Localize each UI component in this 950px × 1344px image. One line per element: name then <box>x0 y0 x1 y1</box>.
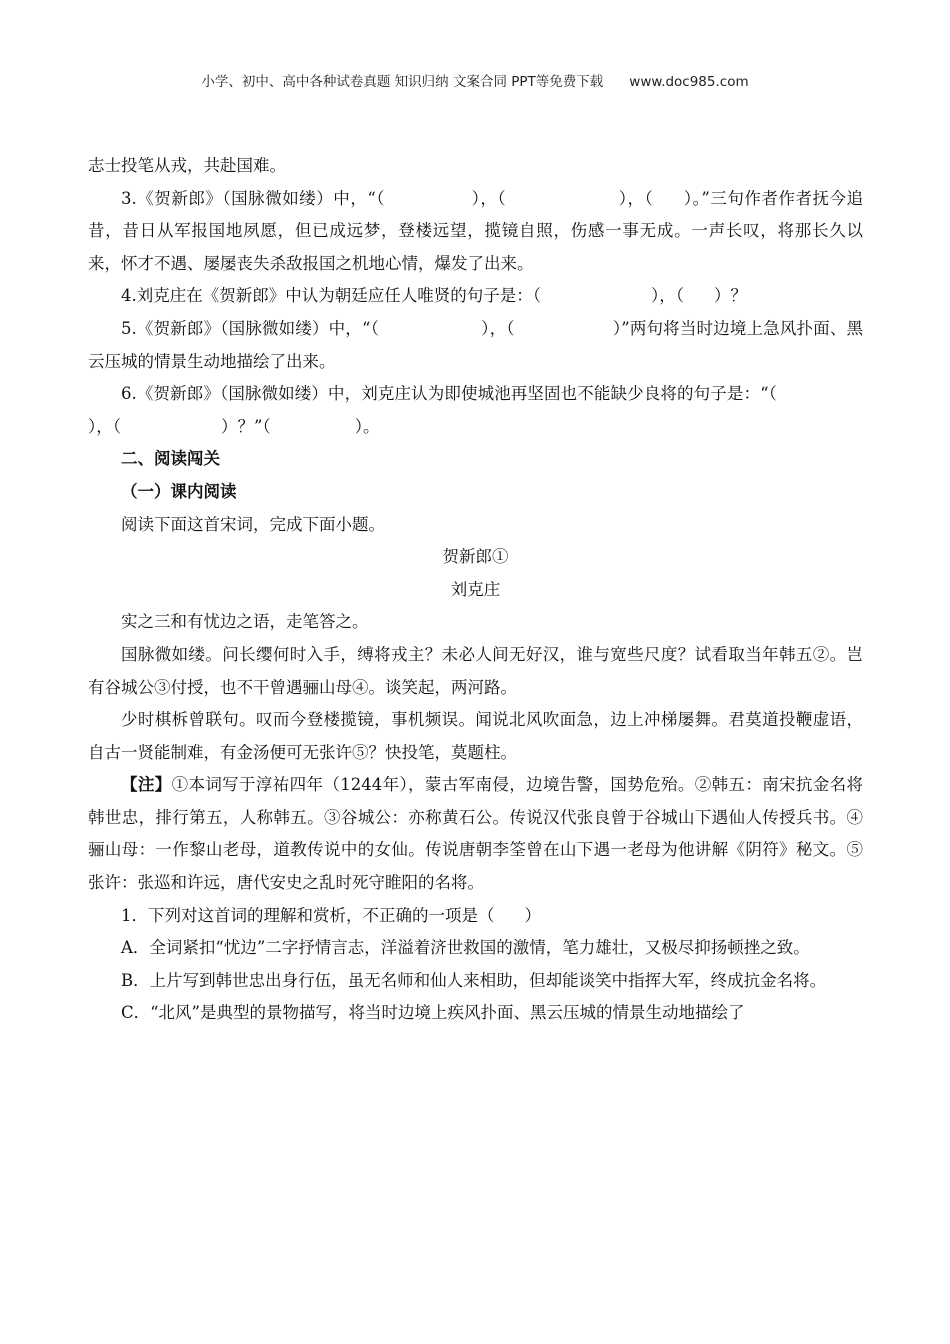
question-4: 4.刘克庄在《贺新郎》中认为朝廷应任人唯贤的句子是：（ ），（ ）？ <box>121 286 747 306</box>
question-5: 5.《贺新郎》（国脉微如缕）中，“（ ），（ ）”两句将当时边境上急风扑面、黑云压城的情景生动地描绘了出来。 <box>88 318 864 371</box>
poem-author: 刘克庄 <box>450 579 501 599</box>
header-title: 小学、初中、高中各种试卷真题 知识归纳 文案合同 PPT等免费下载 <box>201 74 604 90</box>
option-a[interactable]: A．全词紧扣“忧边”二字抒情言志，洋溢着济世救国的激情，笔力雄壮，又极尽抑扬顿挫之致。 <box>121 938 810 958</box>
notes-text: ①本词写于淳祐四年（1244年），蒙古军南侵，边境告警，国势危殆。②韩五：南宋抗金名将韩世忠，排行第五，人称韩五。③谷城公：亦称黄石公。传说汉代张良曾于谷城山下遇仙人传授兵书。④骊山母：一作黎山老母，道教传说中的女仙。传说唐朝李筌曾在山下遇一老母为他讲解《阴符》秘文。⑤张许：张巡和许远，唐代安史之乱时死守睢阳的名将。 <box>88 775 863 893</box>
poem-notes <box>88 769 863 899</box>
reading-intro: 阅读下面这首宋词，完成下面小题。 <box>121 514 385 534</box>
option-c[interactable]: C．“北风”是典型的景物描写，将当时边境上疾风扑面、黑云压城的情景生动地描绘了 <box>121 1003 745 1023</box>
notes-label: 【注】 <box>121 775 172 795</box>
document-body <box>88 150 863 1030</box>
page-header <box>0 70 950 90</box>
option-b[interactable]: B．上片写到韩世忠出身行伍，虽无名师和仙人来相助，但却能谈笑中指挥大军，终成抗金名将。 <box>121 970 827 990</box>
question-6: 6.《贺新郎》（国脉微如缕）中，刘克庄认为即使城池再坚固也不能缺少良将的句子是：“（），（ ）？”（ ）。 <box>88 384 777 436</box>
question-1-stem: 1．下列对这首词的理解和赏析，不正确的一项是（ ） <box>121 905 541 925</box>
question-3: 3.《贺新郎》（国脉微如缕）中，“（ ），（ ），（ ）。”三句作者作者抚今追昔，昔日从军报国地夙愿，但已成远梦，登楼远望，揽镜自照，伤感一事无成。一声长叹，将那长久以来，怀才不遇、屡屡丧失杀敌报国之机地心情，爆发了出来。 <box>88 188 864 273</box>
poem-stanza-2: 少时棋柝曾联句。叹而今登楼揽镜，事机频误。闻说北风吹面急，边上冲梯屡舞。君莫道投鞭虚语，自古一贤能制难，有金汤便可无张许⑤？快投笔，莫题柱。 <box>88 710 863 762</box>
section-heading: 二、阅读闯关 <box>121 449 220 469</box>
poem-preface: 实之三和有忧边之语，走笔答之。 <box>121 612 369 632</box>
poem-stanza-1: 国脉微如缕。问长缨何时入手，缚将戎主？未必人间无好汉，谁与宽些尺度？试看取当年韩五②。岂有谷城公③付授，也不干曾遇骊山母④。谈笑起，两河路。 <box>88 644 863 697</box>
header-url[interactable]: www.doc985.com <box>629 74 749 90</box>
poem-title: 贺新郎① <box>442 547 509 567</box>
continued-line: 志士投笔从戎，共赴国难。 <box>88 156 286 175</box>
subsection-heading: （一）课内阅读 <box>121 481 237 501</box>
